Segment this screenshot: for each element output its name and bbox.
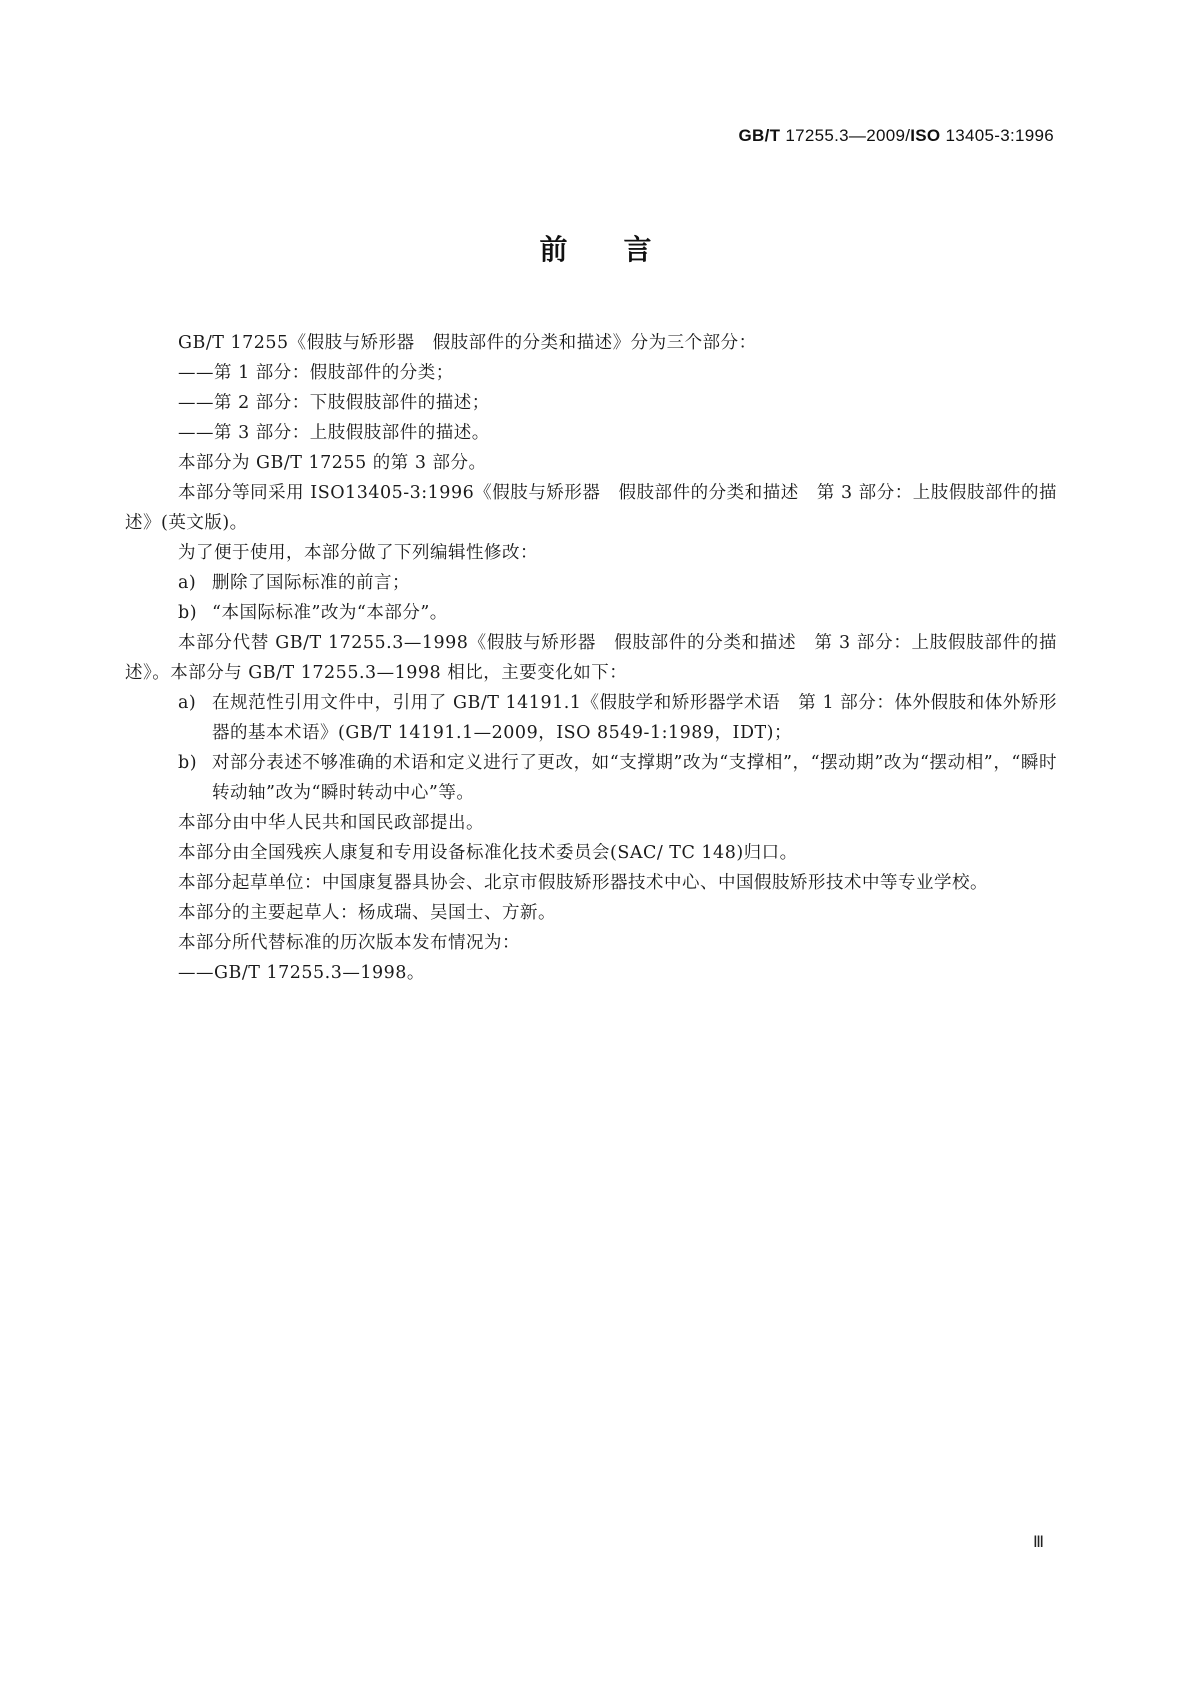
iso-number: 13405-3:1996 [945, 126, 1054, 145]
paragraph-iso-adoption: 本部分等同采用 ISO13405-3:1996《假肢与矫形器 假肢部件的分类和描述 第 3 部分：上肢假肢部件的描述》(英文版)。 [125, 483, 1057, 533]
part-2-item: ——第 2 部分：下肢假肢部件的描述； [178, 393, 490, 413]
list-text: 在规范性引用文件中，引用了 GB/T 14191.1《假肢学和矫形器学术语 第 1 部分：体外假肢和体外矫形器的基本术语》(GB/T 14191.1—2009，ISO 8549-1:1989，IDT)； [212, 693, 1057, 743]
list-item [125, 568, 1057, 598]
std-prefix: GB/T [738, 126, 781, 145]
page-title: 前言 [539, 233, 708, 266]
list-item [125, 688, 1057, 748]
paragraph-drafters: 本部分的主要起草人：杨成瑞、吴国士、方新。 [178, 903, 556, 923]
paragraph-this-part: 本部分为 GB/T 17255 的第 3 部分。 [178, 453, 487, 473]
previous-edition-item: ——GB/T 17255.3—1998。 [178, 963, 425, 983]
list-text: 对部分表述不够准确的术语和定义进行了更改，如“支撑期”改为“支撑相”，“摆动期”改为“摆动相”，“瞬时转动轴”改为“瞬时转动中心”等。 [212, 753, 1057, 803]
list-item [125, 598, 1057, 628]
list-marker: b) [178, 753, 198, 773]
list-marker: a) [178, 693, 197, 713]
std-number: 17255.3—2009/ [785, 126, 911, 145]
paragraph-previous-editions: 本部分所代替标准的历次版本发布情况为： [178, 933, 520, 953]
iso-prefix: ISO [910, 126, 941, 145]
list-text: “本国际标准”改为“本部分”。 [212, 603, 448, 623]
list-item [125, 748, 1057, 808]
list-text: 删除了国际标准的前言； [212, 573, 410, 593]
standard-code-header [739, 126, 1055, 146]
part-3-item: ——第 3 部分：上肢假肢部件的描述。 [178, 423, 490, 443]
page-number: Ⅲ [1033, 1534, 1045, 1551]
paragraph-drafting-units: 本部分起草单位：中国康复器具协会、北京市假肢矫形器技术中心、中国假肢矫形技术中等专业学校。 [178, 873, 988, 893]
list-marker: a) [178, 573, 197, 593]
paragraph-proposed-by: 本部分由中华人民共和国民政部提出。 [178, 813, 484, 833]
foreword-body [125, 328, 1057, 988]
list-marker: b) [178, 603, 198, 623]
part-1-item: ——第 1 部分：假肢部件的分类； [178, 363, 454, 383]
paragraph-edits-intro: 为了便于使用，本部分做了下列编辑性修改： [178, 543, 538, 563]
paragraph-parts-intro: GB/T 17255《假肢与矫形器 假肢部件的分类和描述》分为三个部分： [178, 333, 757, 353]
paragraph-managed-by: 本部分由全国残疾人康复和专用设备标准化技术委员会(SAC/ TC 148)归口。 [178, 843, 798, 863]
paragraph-replaces: 本部分代替 GB/T 17255.3—1998《假肢与矫形器 假肢部件的分类和描述 第 3 部分：上肢假肢部件的描述》。本部分与 GB/T 17255.3—1998 相比，主要变化如下： [125, 633, 1057, 683]
